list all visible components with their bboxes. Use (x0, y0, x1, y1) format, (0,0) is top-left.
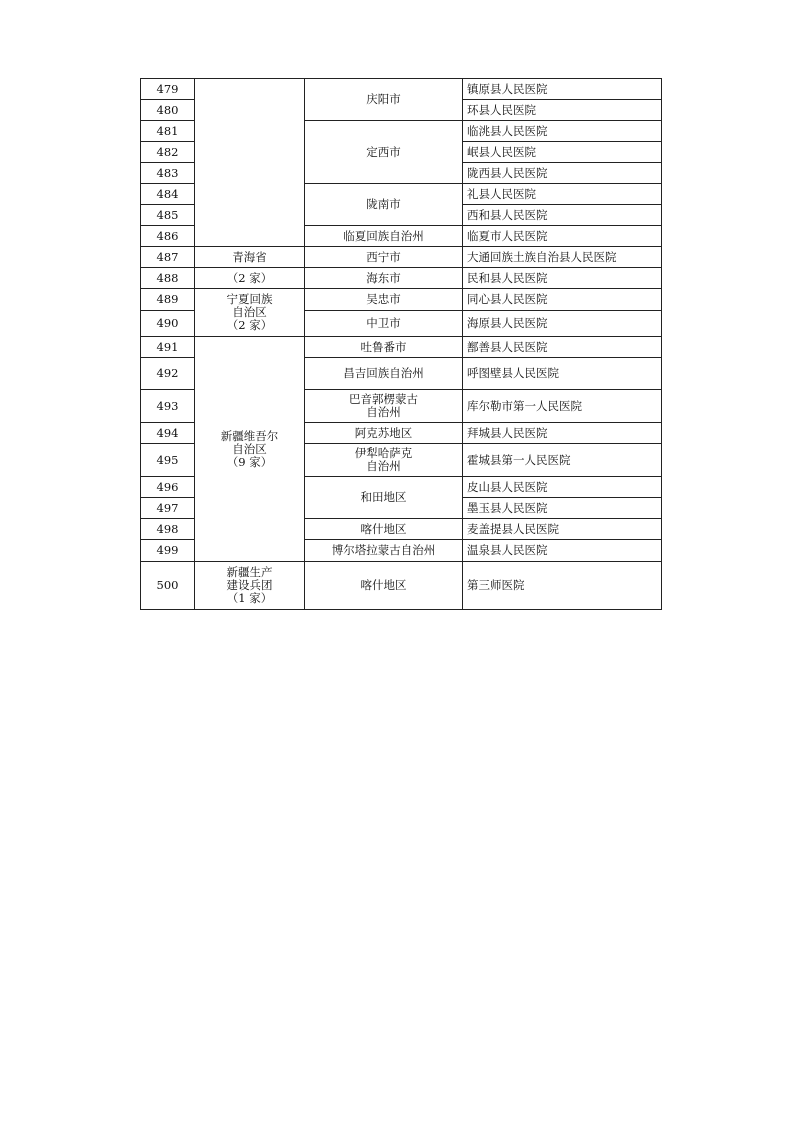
row-number: 487 (141, 247, 195, 268)
city-cell: 昌吉回族自治州 (305, 358, 463, 390)
hospital-name: 西和县人民医院 (463, 205, 662, 226)
city-cell: 定西市 (305, 121, 463, 184)
city-cell: 喀什地区 (305, 562, 463, 610)
province-count: （2 家） (195, 268, 305, 289)
city-cell: 海东市 (305, 268, 463, 289)
table-row (141, 337, 662, 358)
row-number: 492 (141, 358, 195, 390)
city-cell: 喀什地区 (305, 519, 463, 540)
hospital-name: 环县人民医院 (463, 100, 662, 121)
hospital-name: 礼县人民医院 (463, 184, 662, 205)
city-cell (305, 390, 463, 423)
hospital-name: 呼图壁县人民医院 (463, 358, 662, 390)
city-cell (305, 444, 463, 477)
hospital-name: 镇原县人民医院 (463, 79, 662, 100)
city-cell: 陇南市 (305, 184, 463, 226)
table-row (141, 268, 662, 289)
row-number: 486 (141, 226, 195, 247)
hospital-name: 陇西县人民医院 (463, 163, 662, 184)
hospital-name: 临洮县人民医院 (463, 121, 662, 142)
province-name: 新疆维吾尔 (220, 428, 279, 443)
province-count: （9 家） (226, 454, 273, 469)
province-name: 建设兵团 (226, 578, 273, 592)
city-cell: 和田地区 (305, 477, 463, 519)
province-cell-ningxia (195, 289, 305, 337)
province-name: 宁夏回族 (226, 292, 273, 306)
province-name: 青海省 (195, 247, 305, 268)
row-number: 495 (141, 444, 195, 477)
hospital-name: 第三师医院 (463, 562, 662, 610)
hospital-name: 民和县人民医院 (463, 268, 662, 289)
city-cell: 中卫市 (305, 311, 463, 337)
hospital-name: 温泉县人民医院 (463, 540, 662, 562)
row-number: 482 (141, 142, 195, 163)
city-cell: 阿克苏地区 (305, 423, 463, 444)
province-name: 自治区 (232, 305, 267, 319)
city-name: 伊犁哈萨克 (354, 446, 413, 460)
hospital-name: 霍城县第一人民医院 (463, 444, 662, 477)
city-cell: 吴忠市 (305, 289, 463, 311)
row-number: 488 (141, 268, 195, 289)
city-name: 巴音郭楞蒙古 (349, 392, 418, 406)
city-name: 自治州 (366, 405, 401, 419)
hospital-name: 拜城县人民医院 (463, 423, 662, 444)
hospital-name: 大通回族土族自治县人民医院 (463, 247, 662, 268)
province-cell-gansu (195, 79, 305, 247)
hospital-list-table (140, 78, 662, 610)
hospital-name: 同心县人民医院 (463, 289, 662, 311)
province-cell-bingtuan (195, 562, 305, 610)
city-cell: 吐鲁番市 (305, 337, 463, 358)
hospital-name: 海原县人民医院 (463, 311, 662, 337)
row-number: 481 (141, 121, 195, 142)
hospital-name: 鄯善县人民医院 (463, 337, 662, 358)
row-number: 489 (141, 289, 195, 311)
province-name: 自治区 (232, 441, 267, 456)
row-number: 483 (141, 163, 195, 184)
hospital-name: 临夏市人民医院 (463, 226, 662, 247)
province-count: （1 家） (226, 591, 273, 605)
row-number: 494 (141, 423, 195, 444)
hospital-name: 墨玉县人民医院 (463, 498, 662, 519)
province-name: 新疆生产 (226, 565, 273, 579)
row-number: 498 (141, 519, 195, 540)
province-count: （2 家） (226, 318, 273, 332)
city-cell: 西宁市 (305, 247, 463, 268)
row-number: 496 (141, 477, 195, 498)
city-name: 自治州 (366, 459, 401, 473)
row-number: 485 (141, 205, 195, 226)
row-number: 480 (141, 100, 195, 121)
city-cell: 临夏回族自治州 (305, 226, 463, 247)
row-number: 493 (141, 390, 195, 423)
city-cell: 庆阳市 (305, 79, 463, 121)
city-cell: 博尔塔拉蒙古自治州 (305, 540, 463, 562)
row-number: 490 (141, 311, 195, 337)
row-number: 500 (141, 562, 195, 610)
row-number: 484 (141, 184, 195, 205)
hospital-name: 麦盖提县人民医院 (463, 519, 662, 540)
hospital-name: 库尔勒市第一人民医院 (463, 390, 662, 423)
table-row (141, 79, 662, 100)
row-number: 499 (141, 540, 195, 562)
province-cell-xinjiang (195, 337, 305, 562)
row-number: 479 (141, 79, 195, 100)
row-number: 491 (141, 337, 195, 358)
table-row (141, 289, 662, 311)
hospital-name: 皮山县人民医院 (463, 477, 662, 498)
table-row (141, 247, 662, 268)
hospital-name: 岷县人民医院 (463, 142, 662, 163)
table-row (141, 562, 662, 610)
row-number: 497 (141, 498, 195, 519)
